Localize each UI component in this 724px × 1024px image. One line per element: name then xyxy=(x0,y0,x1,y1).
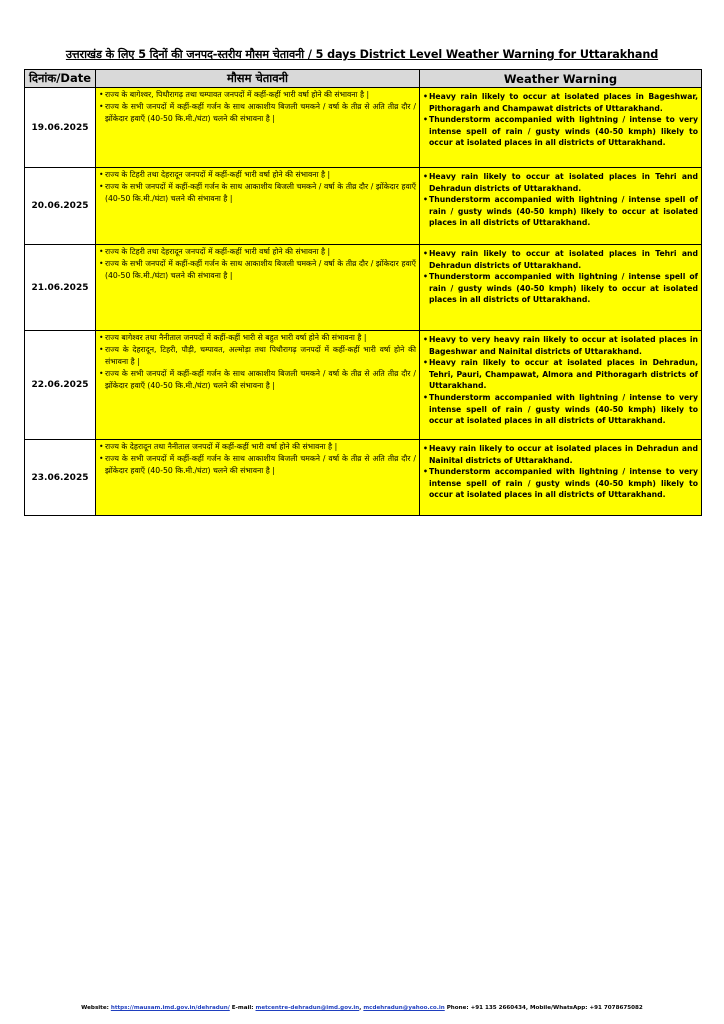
footer-email-separator: , xyxy=(359,1005,364,1011)
table-row xyxy=(25,168,702,245)
english-warning-item: • Heavy rain likely to occur at isolated places in Tehri and Dehradun districts of Uttarakhand. xyxy=(423,171,698,194)
row-hindi-warning xyxy=(96,440,420,516)
table-header-row xyxy=(25,70,702,88)
row-english-warning xyxy=(420,331,702,440)
row-english-warning xyxy=(420,440,702,516)
english-warning-item: • Thunderstorm accompanied with lightning / intense to very intense spell of rain / gusty winds (40-50 kmph) likely to occur at isolated places in all districts of Uttarakhand. xyxy=(423,466,698,501)
english-warning-item: • Thunderstorm accompanied with lightning / intense to very intense spell of rain / gusty winds (40-50 kmph) likely to occur at isolated places in all districts of Uttarakhand. xyxy=(423,114,698,149)
row-english-warning xyxy=(420,88,702,168)
row-date: 23.06.2025 xyxy=(25,440,96,516)
hindi-warning-item: • राज्य के टिहरी तथा देहरादून जनपदों में कहीं-कहीं भारी वर्षा होने की संभावना है | xyxy=(99,169,416,181)
english-warning-item: • Heavy rain likely to occur at isolated places in Tehri and Dehradun districts of Uttarakhand. xyxy=(423,248,698,271)
english-warning-item: • Heavy rain likely to occur at isolated places in Bageshwar, Pithoragarh and Champawat districts of Uttarakhand. xyxy=(423,91,698,114)
hindi-warning-item: • राज्य के सभी जनपदों में कहीं-कहीं गर्जन के साथ आकाशीय बिजली चमकने / वर्षा के तीव्र दौर / झोंकेदार हवाएँ (40-50 कि.मी./घंटा) चलने की संभावना है | xyxy=(99,181,416,205)
english-warning-item: • Heavy to very heavy rain likely to occur at isolated places in Bageshwar and Nainital districts of Uttarakhand. xyxy=(423,334,698,357)
footer-email-link-1[interactable]: metcentre-dehradun@imd.gov.in xyxy=(255,1005,360,1011)
hindi-warning-item: • राज्य के सभी जनपदों में कहीं-कहीं गर्जन के साथ आकाशीय बिजली चमकने / वर्षा के तीव्र से अति तीव्र दौर / झोंकेदार हवाएँ (40-50 कि.मी./घंटा) चलने की संभावना है | xyxy=(99,453,416,477)
footer-website-link[interactable]: https://mausam.imd.gov.in/dehradun/ xyxy=(110,1005,230,1011)
hindi-warning-item: • राज्य बागेश्वर तथा नैनीताल जनपदों में कहीं-कहीं भारी से बहुत भारी वर्षा होने की संभावना है | xyxy=(99,332,416,344)
hindi-warning-item: • राज्य के बागेश्वर, पिथौरागढ़ तथा चम्पावत जनपदों में कहीं-कहीं भारी वर्षा होने की संभावना है | xyxy=(99,89,416,101)
row-hindi-warning xyxy=(96,245,420,331)
english-warning-item: • Thunderstorm accompanied with lightning / intense spell of rain / gusty winds (40-50 kmph) likely to occur at isolated places in all districts of Uttarakhand. xyxy=(423,271,698,306)
table-row xyxy=(25,88,702,168)
page-title: उत्तराखंड के लिए 5 दिनों की जनपद-स्तरीय मौसम चेतावनी / 5 days District Level Weather Warning for Uttarakhand xyxy=(65,48,659,61)
header-date: दिनांक/Date xyxy=(25,70,96,88)
hindi-warning-item: • राज्य के टिहरी तथा देहरादून जनपदों में कहीं-कहीं भारी वर्षा होने की संभावना है | xyxy=(99,246,416,258)
english-warning-item: • Thunderstorm accompanied with lightning / intense to very intense spell of rain / gusty winds (40-50 kmph) likely to occur at isolated places in all districts of Uttarakhand. xyxy=(423,392,698,427)
english-warning-item: • Heavy rain likely to occur at isolated places in Dehradun and Nainital districts of Uttarakhand. xyxy=(423,443,698,466)
header-english-warning: Weather Warning xyxy=(420,70,702,88)
footer-email-label: E-mail: xyxy=(229,1005,256,1011)
row-date: 19.06.2025 xyxy=(25,88,96,168)
table-row xyxy=(25,440,702,516)
row-hindi-warning xyxy=(96,168,420,245)
header-hindi-warning: मौसम चेतावनी xyxy=(96,70,420,88)
row-date: 21.06.2025 xyxy=(25,245,96,331)
hindi-warning-item: • राज्य के सभी जनपदों में कहीं-कहीं गर्जन के साथ आकाशीय बिजली चमकने / वर्षा के तीव्र दौर / झोंकेदार हवाएँ (40-50 कि.मी./घंटा) चलने की संभावना है | xyxy=(99,258,416,282)
row-hindi-warning xyxy=(96,88,420,168)
row-english-warning xyxy=(420,168,702,245)
hindi-warning-item: • राज्य के सभी जनपदों में कहीं-कहीं गर्जन के साथ आकाशीय बिजली चमकने / वर्षा के तीव्र से अति तीव्र दौर / झोंकेदार हवाएँ (40-50 कि.मी./घंटा) चलने की संभावना है | xyxy=(99,101,416,125)
row-date: 22.06.2025 xyxy=(25,331,96,440)
hindi-warning-item: • राज्य के देहरादून तथा नैनीताल जनपदों में कहीं-कहीं भारी वर्षा होने की संभावना है | xyxy=(99,441,416,453)
footer-phone: Phone: +91 135 2660434, Mobile/WhatsApp: +91 7078675082 xyxy=(444,1005,643,1011)
table-row xyxy=(25,245,702,331)
weather-warning-table xyxy=(24,69,702,516)
hindi-warning-item: • राज्य के देहरादून, टिहरी, पौड़ी, चम्पावत, अल्मोड़ा तथा पिथौरागढ़ जनपदों में कहीं-कहीं भारी वर्षा होने की संभावना है | xyxy=(99,344,416,368)
english-warning-item: • Thunderstorm accompanied with lightning / intense spell of rain / gusty winds (40-50 kmph) likely to occur at isolated places in all districts of Uttarakhand. xyxy=(423,194,698,229)
english-warning-item: • Heavy rain likely to occur at isolated places in Dehradun, Tehri, Pauri, Champawat, Almora and Pithoragarh districts of Uttarakhand. xyxy=(423,357,698,392)
row-hindi-warning xyxy=(96,331,420,440)
footer xyxy=(0,1005,724,1011)
table-body xyxy=(25,88,702,516)
row-date: 20.06.2025 xyxy=(25,168,96,245)
hindi-warning-item: • राज्य के सभी जनपदों में कहीं-कहीं गर्जन के साथ आकाशीय बिजली चमकने / वर्षा के तीव्र से अति तीव्र दौर / झोंकेदार हवाएँ (40-50 कि.मी./घंटा) चलने की संभावना है | xyxy=(99,368,416,392)
row-english-warning xyxy=(420,245,702,331)
footer-email-link-2[interactable]: mcdehradun@yahoo.co.in xyxy=(363,1005,445,1011)
table-row xyxy=(25,331,702,440)
footer-website-label: Website: xyxy=(81,1005,111,1011)
